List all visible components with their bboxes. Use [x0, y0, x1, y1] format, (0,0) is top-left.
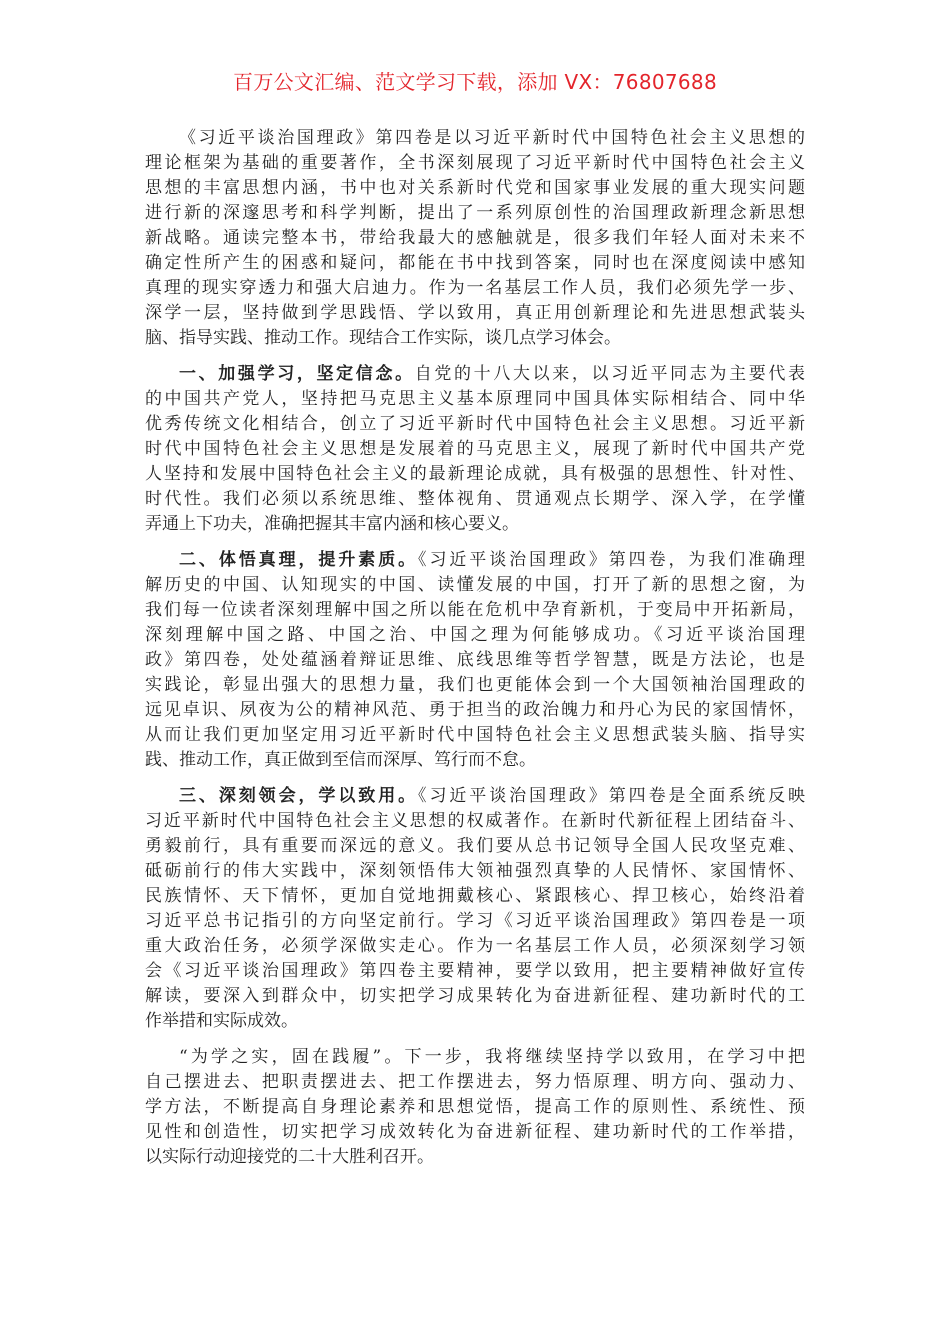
line-text: 会《习近平谈治国理政》第四卷主要精神，要学以致用，把主要精神做好宣传	[145, 961, 805, 981]
text-line	[145, 784, 805, 809]
text-line	[145, 723, 805, 748]
line-text: 真理的现实穿透力和强大启迪力。作为一名基层工作人员，我们必须先学一步、	[145, 278, 805, 298]
text-line	[145, 673, 805, 698]
line-text: 践、推动工作，真正做到至信而深厚、笃行而不怠。	[145, 750, 536, 770]
line-text: 脑、指导实践、推动工作。现结合工作实际，谈几点学习体会。	[145, 328, 621, 348]
line-text: 深学一层，坚持做到学思践悟、学以致用，真正用创新理论和先进思想武装头	[145, 303, 805, 323]
text-line	[145, 151, 805, 176]
paragraph	[145, 548, 805, 773]
line-text: 《习近平谈治国理政》第四卷是以习近平新时代中国特色社会主义思想的	[179, 128, 805, 148]
text-line	[145, 548, 805, 573]
text-line	[145, 387, 805, 412]
text-line	[145, 834, 805, 859]
text-line	[145, 809, 805, 834]
line-text: 重大政治任务，必须学深做实走心。作为一名基层工作人员，必须深刻学习领	[145, 936, 805, 956]
text-line	[145, 1095, 805, 1120]
paragraph	[145, 1045, 805, 1170]
watermark-header: 百万公文汇编、范文学习下载，添加 VX：76807688	[233, 70, 717, 94]
line-text: 理论框架为基础的重要著作，全书深刻展现了习近平新时代中国特色社会主义	[145, 153, 805, 173]
text-line	[145, 1070, 805, 1095]
line-text: 从而让我们更加坚定用习近平新时代中国特色社会主义思想武装头脑、指导实	[145, 725, 805, 745]
line-text: 深刻理解中国之路、中国之治、中国之理为何能够成功。《习近平谈治国理	[145, 625, 805, 645]
paragraph	[145, 362, 805, 537]
text-line	[145, 1045, 805, 1070]
text-line	[145, 276, 805, 301]
line-text: 解历史的中国、认知现实的中国、读懂发展的中国，打开了新的思想之窗，为	[145, 575, 805, 595]
text-line	[145, 1120, 805, 1145]
text-line	[145, 326, 805, 351]
line-text: 思想的丰富思想内涵，书中也对关系新时代党和国家事业发展的重大现实问题	[145, 178, 805, 198]
line-text: 自党的十八大以来，以习近平同志为主要代表	[414, 364, 806, 384]
text-line	[145, 512, 805, 537]
text-line	[145, 859, 805, 884]
line-text: 见性和创造性，切实把学习成效转化为奋进新征程、建功新时代的工作举措，	[145, 1122, 805, 1142]
document-body	[145, 126, 805, 1181]
line-text: 确定性所产生的困惑和疑问，都能在书中找到答案，同时也在深度阅读中感知	[145, 253, 805, 273]
text-line	[145, 573, 805, 598]
line-text: 《习近平谈治国理政》第四卷是全面系统反映	[418, 786, 806, 806]
text-line	[145, 1009, 805, 1034]
text-line	[145, 126, 805, 151]
section-heading: 二、体悟真理，提升素质。	[179, 550, 419, 570]
text-line	[145, 462, 805, 487]
line-text: 进行新的深邃思考和科学判断，提出了一系列原创性的治国理政新理念新思想	[145, 203, 805, 223]
line-text: 作举措和实际成效。	[145, 1011, 298, 1031]
line-text: 弄通上下功夫，准确把握其丰富内涵和核心要义。	[145, 514, 519, 534]
line-text: 远见卓识、夙夜为公的精神风范、勇于担当的政治魄力和丹心为民的家国情怀，	[145, 700, 805, 720]
line-text: 人坚持和发展中国特色社会主义的最新理论成就，具有极强的思想性、针对性、	[145, 464, 805, 484]
line-text: 习近平总书记指引的方向坚定前行。学习《习近平谈治国理政》第四卷是一项	[145, 911, 805, 931]
text-line	[145, 1145, 805, 1170]
text-line	[145, 959, 805, 984]
paragraph	[145, 126, 805, 351]
line-text: 政》第四卷，处处蕴涵着辩证思维、底线思维等哲学智慧，既是方法论，也是	[145, 650, 805, 670]
text-line	[145, 934, 805, 959]
line-text: 的中国共产党人，坚持把马克思主义基本原理同中国具体实际相结合、同中华	[145, 389, 805, 409]
paragraph	[145, 784, 805, 1034]
text-line	[145, 984, 805, 1009]
line-text: 民族情怀、天下情怀，更加自觉地拥戴核心、紧跟核心、捍卫核心，始终沿着	[145, 886, 805, 906]
line-text: 砥砺前行的伟大实践中，深刻领悟伟大领袖强烈真挚的人民情怀、家国情怀、	[145, 861, 805, 881]
text-line	[145, 412, 805, 437]
line-text: 习近平新时代中国特色社会主义思想的权威著作。在新时代新征程上团结奋斗、	[145, 811, 805, 831]
line-text: 以实际行动迎接党的二十大胜利召开。	[145, 1147, 434, 1167]
text-line	[145, 251, 805, 276]
section-heading: 三、深刻领会，学以致用。	[179, 786, 419, 806]
line-text: 学方法，不断提高自身理论素养和思想觉悟，提高工作的原则性、系统性、预	[145, 1097, 805, 1117]
line-text: 优秀传统文化相结合，创立了习近平新时代中国特色社会主义思想。习近平新	[145, 414, 805, 434]
text-line	[145, 748, 805, 773]
line-text: 新战略。通读完整本书，带给我最大的感触就是，很多我们年轻人面对未来不	[145, 228, 805, 248]
text-line	[145, 909, 805, 934]
line-text: 实践论，彰显出强大的思想力量，我们也更能体会到一个大国领袖治国理政的	[145, 675, 805, 695]
text-line	[145, 623, 805, 648]
section-heading: 一、加强学习，坚定信念。	[179, 364, 415, 384]
text-line	[145, 698, 805, 723]
line-text: 自己摆进去、把职责摆进去、把工作摆进去，努力悟原理、明方向、强动力、	[145, 1072, 805, 1092]
line-text: 勇毅前行，具有重要而深远的意义。我们要从总书记领导全国人民攻坚克难、	[145, 836, 805, 856]
line-text: 时代性。我们必须以系统思维、整体视角、贯通观点长期学、深入学，在学懂	[145, 489, 805, 509]
text-line	[145, 301, 805, 326]
line-text: 我们每一位读者深刻理解中国之所以能在危机中孕育新机，于变局中开拓新局，	[145, 600, 805, 620]
line-text: 时代中国特色社会主义思想是发展着的马克思主义，展现了新时代中国共产党	[145, 439, 805, 459]
line-text: 《习近平谈治国理政》第四卷，为我们准确理	[418, 550, 806, 570]
text-line	[145, 362, 805, 387]
text-line	[145, 598, 805, 623]
line-text: 解读，要深入到群众中，切实把学习成果转化为奋进新征程、建功新时代的工	[145, 986, 805, 1006]
text-line	[145, 437, 805, 462]
text-line	[145, 884, 805, 909]
text-line	[145, 201, 805, 226]
text-line	[145, 648, 805, 673]
text-line	[145, 226, 805, 251]
text-line	[145, 487, 805, 512]
text-line	[145, 176, 805, 201]
line-text: “为学之实，固在践履”。下一步，我将继续坚持学以致用，在学习中把	[179, 1047, 805, 1067]
